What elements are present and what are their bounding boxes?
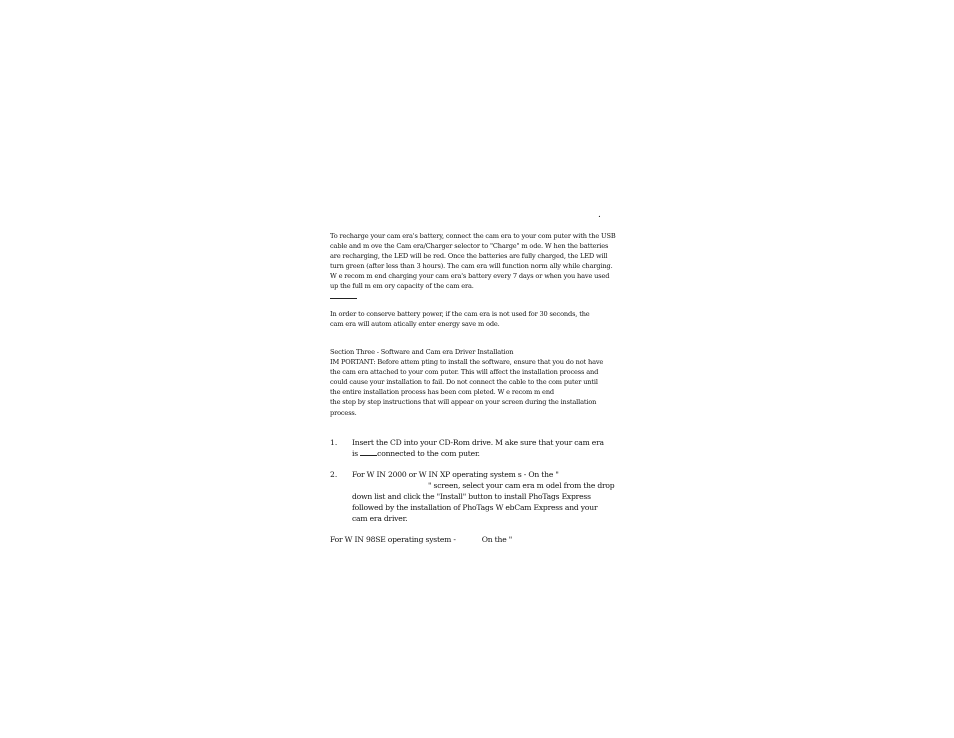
step-2-line-4: followed by the installation of PhoTags W ebCam Express and your	[352, 503, 598, 512]
energy-line: cam era will autom atically enter energy save m ode.	[330, 320, 500, 329]
step-2-line-5: cam era driver.	[352, 514, 408, 523]
step-2	[330, 469, 650, 525]
section-three-title: Section Three - Software and Cam era Driver Installation	[330, 348, 514, 356]
recharge-paragraph	[330, 231, 640, 292]
win98-paragraph	[330, 534, 640, 545]
section-three-paragraph	[330, 347, 640, 418]
section-three-line: could cause your installation to fail. Do not connect the cable to the com puter until	[330, 378, 598, 387]
recharge-line: To recharge your cam era's battery, connect the cam era to your com puter with the USB	[330, 232, 616, 240]
step-1-line-1: Insert the CD into your CD-Rom drive. M ake sure that your cam era	[352, 438, 604, 447]
energy-line: In order to conserve battery power, if the cam era is not used for 30 seconds, the	[330, 310, 590, 318]
energy-save-paragraph	[330, 309, 640, 329]
step-2-line-3: down list and click the "Install" button to install PhoTags Express	[352, 492, 591, 501]
step-number: 2.	[330, 470, 338, 479]
step-1-line-2-pre: is	[352, 449, 358, 458]
section-three-line: the entire installation process has been com pleted. W e recom m end	[330, 388, 554, 397]
win98-line	[330, 534, 640, 545]
recharge-line: up the full m em ory capacity of the cam era.	[330, 282, 474, 291]
win98-text: For W IN 98SE operating system -	[330, 535, 456, 544]
win98-text-2: On the "	[481, 535, 512, 544]
recharge-line: turn green (after less than 3 hours). The cam era will function norm ally while charging.	[330, 262, 613, 271]
section-divider	[330, 298, 357, 299]
step-1-line-2	[352, 448, 604, 459]
section-three-line: the step by step instructions that will appear on your screen during the installation	[330, 398, 597, 407]
step-1	[330, 437, 650, 461]
recharge-line: W e recom m end charging your cam era's battery every 7 days or when you have used	[330, 272, 610, 281]
recharge-line: are recharging, the LED will be red. Once the batteries are fully charged, the LED will	[330, 252, 608, 261]
recharge-line: cable and m ove the Cam era/Charger selector to "Charge" m ode. W hen the batteries	[330, 242, 609, 251]
section-three-line: IM PORTANT: Before attem pting to install the software, ensure that you do not have	[330, 358, 604, 367]
page-marker: .	[598, 210, 601, 220]
step-2-line-2	[352, 480, 614, 491]
section-three-line: process.	[330, 408, 357, 417]
step-number: 1.	[330, 438, 338, 447]
step-2-line-1: For W IN 2000 or W IN XP operating system s - On the "	[352, 470, 559, 479]
blank-underline	[360, 448, 377, 456]
step-1-line-2-post: connected to the com puter.	[377, 449, 480, 458]
section-three-line: the cam era attached to your com puter. This will affect the installation process and	[330, 368, 599, 377]
step-2-line-2-text: " screen, select your cam era m odel from the drop	[428, 481, 615, 490]
